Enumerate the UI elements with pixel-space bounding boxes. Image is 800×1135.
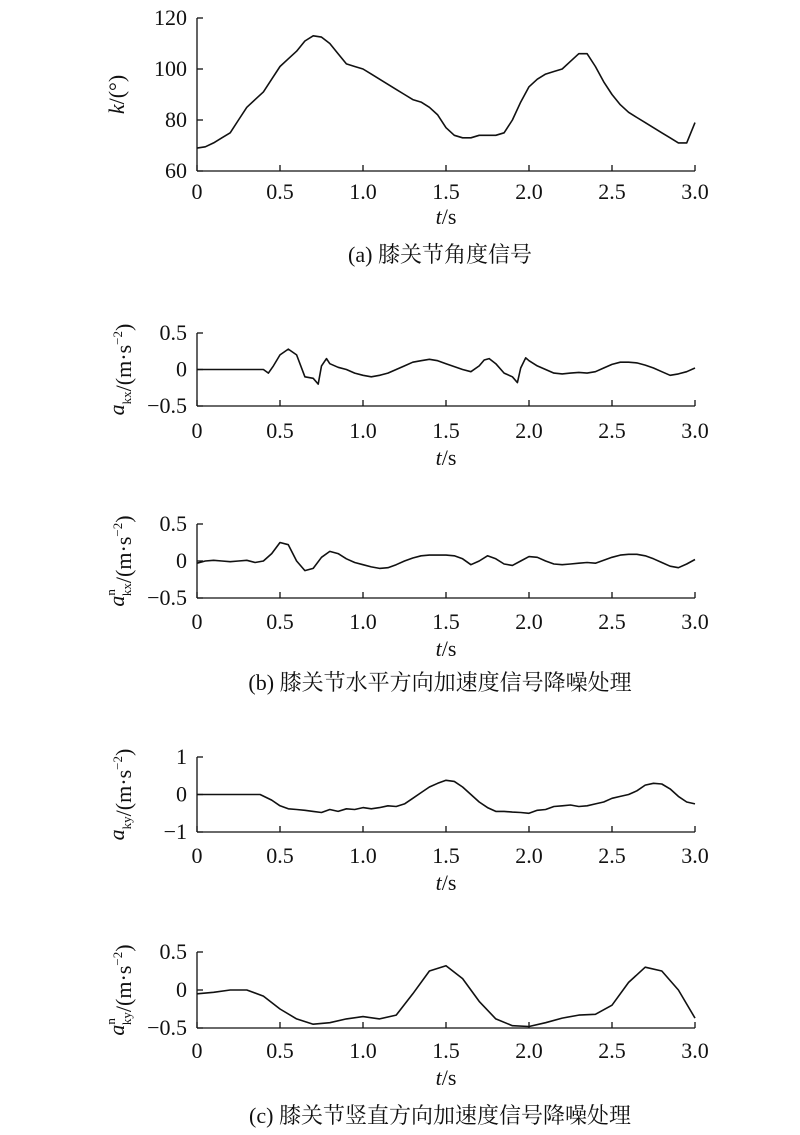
y-axis-subscript: ky: [119, 1012, 134, 1026]
y-axis-close: ): [111, 323, 136, 332]
x-axis-symbol: t: [435, 1065, 442, 1090]
caption-a: (a) 膝关节角度信号: [348, 242, 532, 267]
x-tick-label: 2.5: [598, 609, 626, 634]
x-axis-symbol: t: [435, 870, 442, 895]
y-axis-superscript: n: [103, 1018, 118, 1025]
y-tick-label: −0.5: [147, 1015, 187, 1040]
x-tick-label: 2.5: [598, 179, 626, 204]
y-tick-label: 0: [176, 977, 187, 1002]
x-axis-unit: /s: [441, 1065, 457, 1090]
x-tick-label: 1.5: [432, 609, 460, 634]
y-axis-close: ): [111, 515, 136, 523]
x-axis-unit: /s: [441, 870, 457, 895]
x-tick-label: 0: [191, 843, 203, 868]
y-axis-unit: /(m·s: [111, 769, 136, 817]
x-tick-label: 2.0: [515, 418, 543, 443]
y-axis-symbol: a: [104, 829, 129, 841]
x-tick-label: 0.5: [266, 609, 294, 634]
x-tick-label: 1.0: [349, 179, 377, 204]
x-tick-label: 3.0: [681, 418, 709, 443]
x-tick-label: 3.0: [681, 843, 709, 868]
x-tick-label: 0.5: [266, 179, 294, 204]
x-tick-label: 1.0: [349, 843, 377, 868]
y-axis-unit: /(°): [104, 74, 129, 105]
y-axis-subscript: ky: [119, 816, 134, 830]
y-axis-exponent: −2: [110, 756, 125, 770]
y-tick-label: 0: [176, 548, 187, 573]
series-line: [197, 349, 695, 384]
x-axis-title: [436, 1065, 457, 1090]
y-tick-label: 60: [165, 158, 187, 183]
x-tick-label: 2.5: [598, 1038, 626, 1063]
y-axis-unit: /(m·s: [111, 536, 136, 584]
y-axis-title: [104, 749, 136, 841]
x-tick-label: 2.0: [515, 1038, 543, 1063]
x-axis-symbol: t: [435, 445, 442, 470]
y-axis-title: [103, 515, 136, 606]
x-tick-label: 0.5: [266, 418, 294, 443]
x-tick-label: 3.0: [681, 179, 709, 204]
x-tick-label: 1.0: [349, 609, 377, 634]
series-line: [197, 543, 695, 571]
y-tick-label: −0.5: [147, 393, 187, 418]
x-axis-symbol: t: [435, 636, 442, 661]
x-tick-label: 1.5: [432, 843, 460, 868]
x-tick-label: 3.0: [681, 609, 709, 634]
x-axis-title: [436, 445, 457, 470]
y-axis-title: [104, 324, 136, 416]
vertical-accel-raw-chart: [104, 744, 709, 895]
series-line: [197, 966, 695, 1027]
y-axis-exponent: −2: [110, 331, 125, 345]
horizontal-accel-denoised-chart: [103, 511, 709, 661]
y-axis-title: [103, 944, 136, 1035]
x-tick-label: 2.0: [515, 609, 543, 634]
x-tick-label: 0: [191, 179, 203, 204]
caption-b: (b) 膝关节水平方向加速度信号降噪处理: [248, 670, 632, 695]
x-tick-label: 1.5: [432, 1038, 460, 1063]
y-tick-label: 0: [176, 356, 187, 382]
x-tick-label: 1.0: [349, 418, 377, 443]
x-axis-title: [436, 204, 457, 229]
x-tick-label: 0.5: [266, 843, 294, 868]
x-tick-label: 2.0: [515, 843, 543, 868]
x-tick-label: 0: [191, 1038, 203, 1063]
y-tick-label: 0.5: [159, 939, 187, 964]
y-tick-label: 0.5: [159, 511, 187, 536]
x-tick-label: 1.5: [432, 418, 460, 443]
y-tick-label: 1: [176, 744, 187, 769]
horizontal-accel-raw-chart: [104, 320, 709, 470]
y-tick-label: 80: [165, 107, 187, 132]
x-axis-unit: /s: [441, 204, 457, 229]
y-axis-symbol: a: [104, 404, 129, 416]
x-tick-label: 0: [191, 609, 203, 634]
y-axis-symbol: k: [104, 104, 129, 115]
y-tick-label: 0.5: [159, 320, 187, 345]
y-axis-unit: /(m·s: [111, 965, 136, 1013]
series-line: [197, 780, 695, 813]
y-tick-label: −1: [163, 819, 187, 844]
x-axis-unit: /s: [441, 636, 457, 661]
y-axis-title: [104, 75, 129, 114]
x-tick-label: 2.5: [598, 418, 626, 443]
y-tick-label: −0.5: [147, 585, 187, 610]
caption-c: (c) 膝关节竖直方向加速度信号降噪处理: [249, 1103, 631, 1128]
x-tick-label: 3.0: [681, 1038, 709, 1063]
x-tick-label: 1.5: [432, 179, 460, 204]
y-axis-exponent: −2: [110, 522, 125, 537]
x-tick-label: 2.5: [598, 843, 626, 868]
y-axis-symbol: a: [104, 1024, 129, 1036]
x-axis-title: [436, 870, 457, 895]
angle-chart: [104, 5, 709, 229]
x-tick-label: 0.5: [266, 1038, 294, 1063]
y-axis-superscript: n: [103, 589, 118, 596]
x-tick-label: 1.0: [349, 1038, 377, 1063]
x-tick-label: 0: [191, 418, 203, 443]
x-axis-title: [436, 636, 457, 661]
x-tick-label: 2.0: [515, 179, 543, 204]
series-line: [197, 36, 695, 148]
y-tick-label: 100: [154, 56, 187, 81]
y-axis-close: ): [111, 748, 136, 757]
y-axis-symbol: a: [104, 595, 129, 607]
y-axis-exponent: −2: [110, 951, 125, 966]
vertical-accel-denoised-chart: [103, 939, 709, 1090]
y-axis-close: ): [111, 944, 136, 952]
y-axis-subscript: kx: [119, 391, 134, 405]
x-axis-unit: /s: [441, 445, 457, 470]
y-axis-unit: /(m·s: [111, 344, 136, 392]
y-tick-label: 120: [154, 5, 187, 30]
y-tick-label: 0: [176, 781, 187, 807]
x-axis-symbol: t: [435, 204, 442, 229]
y-axis-subscript: kx: [119, 583, 134, 597]
